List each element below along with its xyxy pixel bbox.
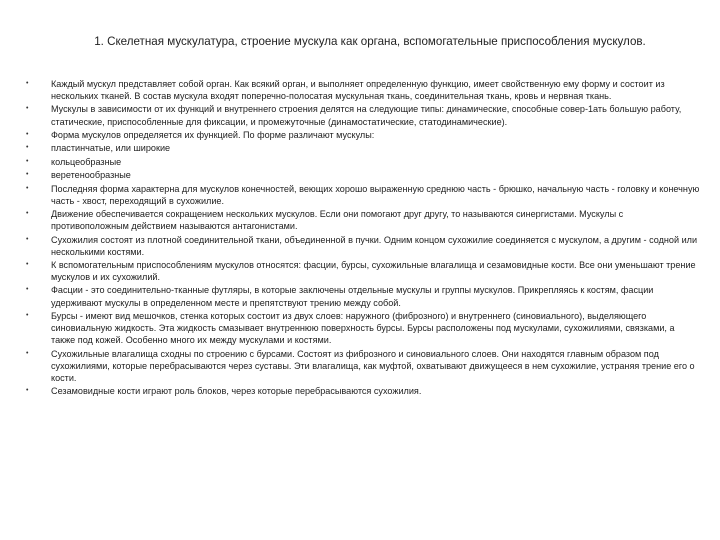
list-item-text: Последняя форма характерна для мускулов конечностей, веющих хорошо выраженную среднюю часть - брюшко, начальную часть - головку и конечную часть - хвост, переходящий в сухожилие. — [51, 183, 700, 206]
bullet-icon: • — [26, 349, 29, 357]
list-item-text: Сезамовидные кости играют роль блоков, через которые перебрасываются сухожилия. — [51, 386, 422, 397]
bullet-icon: • — [26, 387, 29, 395]
list-item-text: Движение обеспечивается сокращением нескольких мускулов. Если они помогают друг другу, то называются синергистами. Мускулы с противоположным действием называются антагонистами. — [51, 209, 624, 232]
bullet-icon: • — [26, 210, 29, 218]
list-item — [20, 183, 700, 207]
list-item — [20, 208, 700, 232]
list-item — [20, 129, 700, 141]
list-item-text: Каждый мускул представляет собой орган. Как всякий орган, и выполняет определенную функцию, имеет свойственную ему форму и состоит из нескольких тканей. В состав мускула входят поперечно-полосатая мускульная ткань, соединительная ткань, кровь и нервная ткань. — [51, 79, 665, 102]
bullet-icon: • — [26, 157, 29, 165]
list-item-text: Бурсы - имеют вид мешочков, стенка которых состоит из двух слоев: наружного (фиброзного) и внутреннего (синовиального), выделяющего синовиальную жидкость. Эта жидкость смазывает внутреннюю поверхность бурсы. Бурсы расположены под мускулами, сухожилиями, связками, а также под кожей. Особенно много их между мускулами и костями. — [51, 310, 675, 346]
list-item-text: Мускулы в зависимости от их функций и внутреннего строения делятся на следующие типы: динамические, способные совер-1ать большую работу, статические, приспособленные для фиксации, и промежуточные (динамостатические, статодинамические). — [51, 104, 682, 127]
list-item — [20, 284, 700, 308]
list-item — [20, 169, 700, 181]
list-item-text: К вспомогательным приспособлениям мускулов относятся: фасции, бурсы, сухожильные влагалища и сезамовидные кости. Все они уменьшают трение мускулов и их сухожилий. — [51, 259, 696, 283]
list-item-text: веретенообразные — [51, 170, 131, 181]
list-item — [20, 310, 700, 346]
bullet-icon: • — [26, 105, 29, 113]
bullet-icon: • — [26, 235, 29, 243]
list-item — [20, 259, 700, 283]
bullet-icon: • — [26, 130, 29, 138]
bullet-icon: • — [26, 171, 29, 179]
bullet-icon: • — [26, 80, 29, 87]
list-item — [20, 78, 700, 102]
bullet-icon: • — [26, 286, 29, 294]
bullet-list — [20, 78, 700, 399]
list-item — [20, 234, 700, 258]
list-item — [20, 142, 700, 154]
list-item-text: пластинчатые, или широкие — [51, 143, 171, 154]
list-item-text: кольцеобразные — [51, 156, 122, 167]
list-item-text: Сухожилия состоят из плотной соединительной ткани, объединенной в пучки. Одним концом сухожилие соединяется с мускулом, а другим - содной или несколькими костями. — [51, 234, 698, 257]
slide-title: 1. Скелетная мускулатура, строение мускула как органа, вспомогательные приспособления мускулов. — [94, 35, 646, 48]
bullet-icon: • — [26, 184, 29, 192]
list-item — [20, 103, 700, 127]
list-item — [20, 385, 700, 397]
list-item-text: Форма мускулов определяется их функцией. По форме различают мускулы: — [51, 129, 375, 140]
bullet-icon: • — [26, 260, 29, 268]
list-item-text: Фасции - это соединительно-тканные футляры, в которые заключены отдельные мускулы и группы мускулов. Прикрепляясь к костям, фасции удерживают мускулы в определенном месте и препятствуют трению между собой. — [51, 285, 654, 308]
bullet-icon: • — [26, 144, 29, 152]
list-item-text: Сухожильные влагалища сходны по строению с бурсами. Состоят из фиброзного и синовиального слоев. Они находятся главным образом под сухожилиями, которые перебрасываются через суставы. Эти влагалища, как муфтой, охватывают движущееся в нем сухожилие, устраняя трение его о кости. — [51, 348, 695, 383]
bullet-icon: • — [26, 311, 29, 319]
list-item — [20, 348, 700, 384]
list-item — [20, 156, 700, 168]
